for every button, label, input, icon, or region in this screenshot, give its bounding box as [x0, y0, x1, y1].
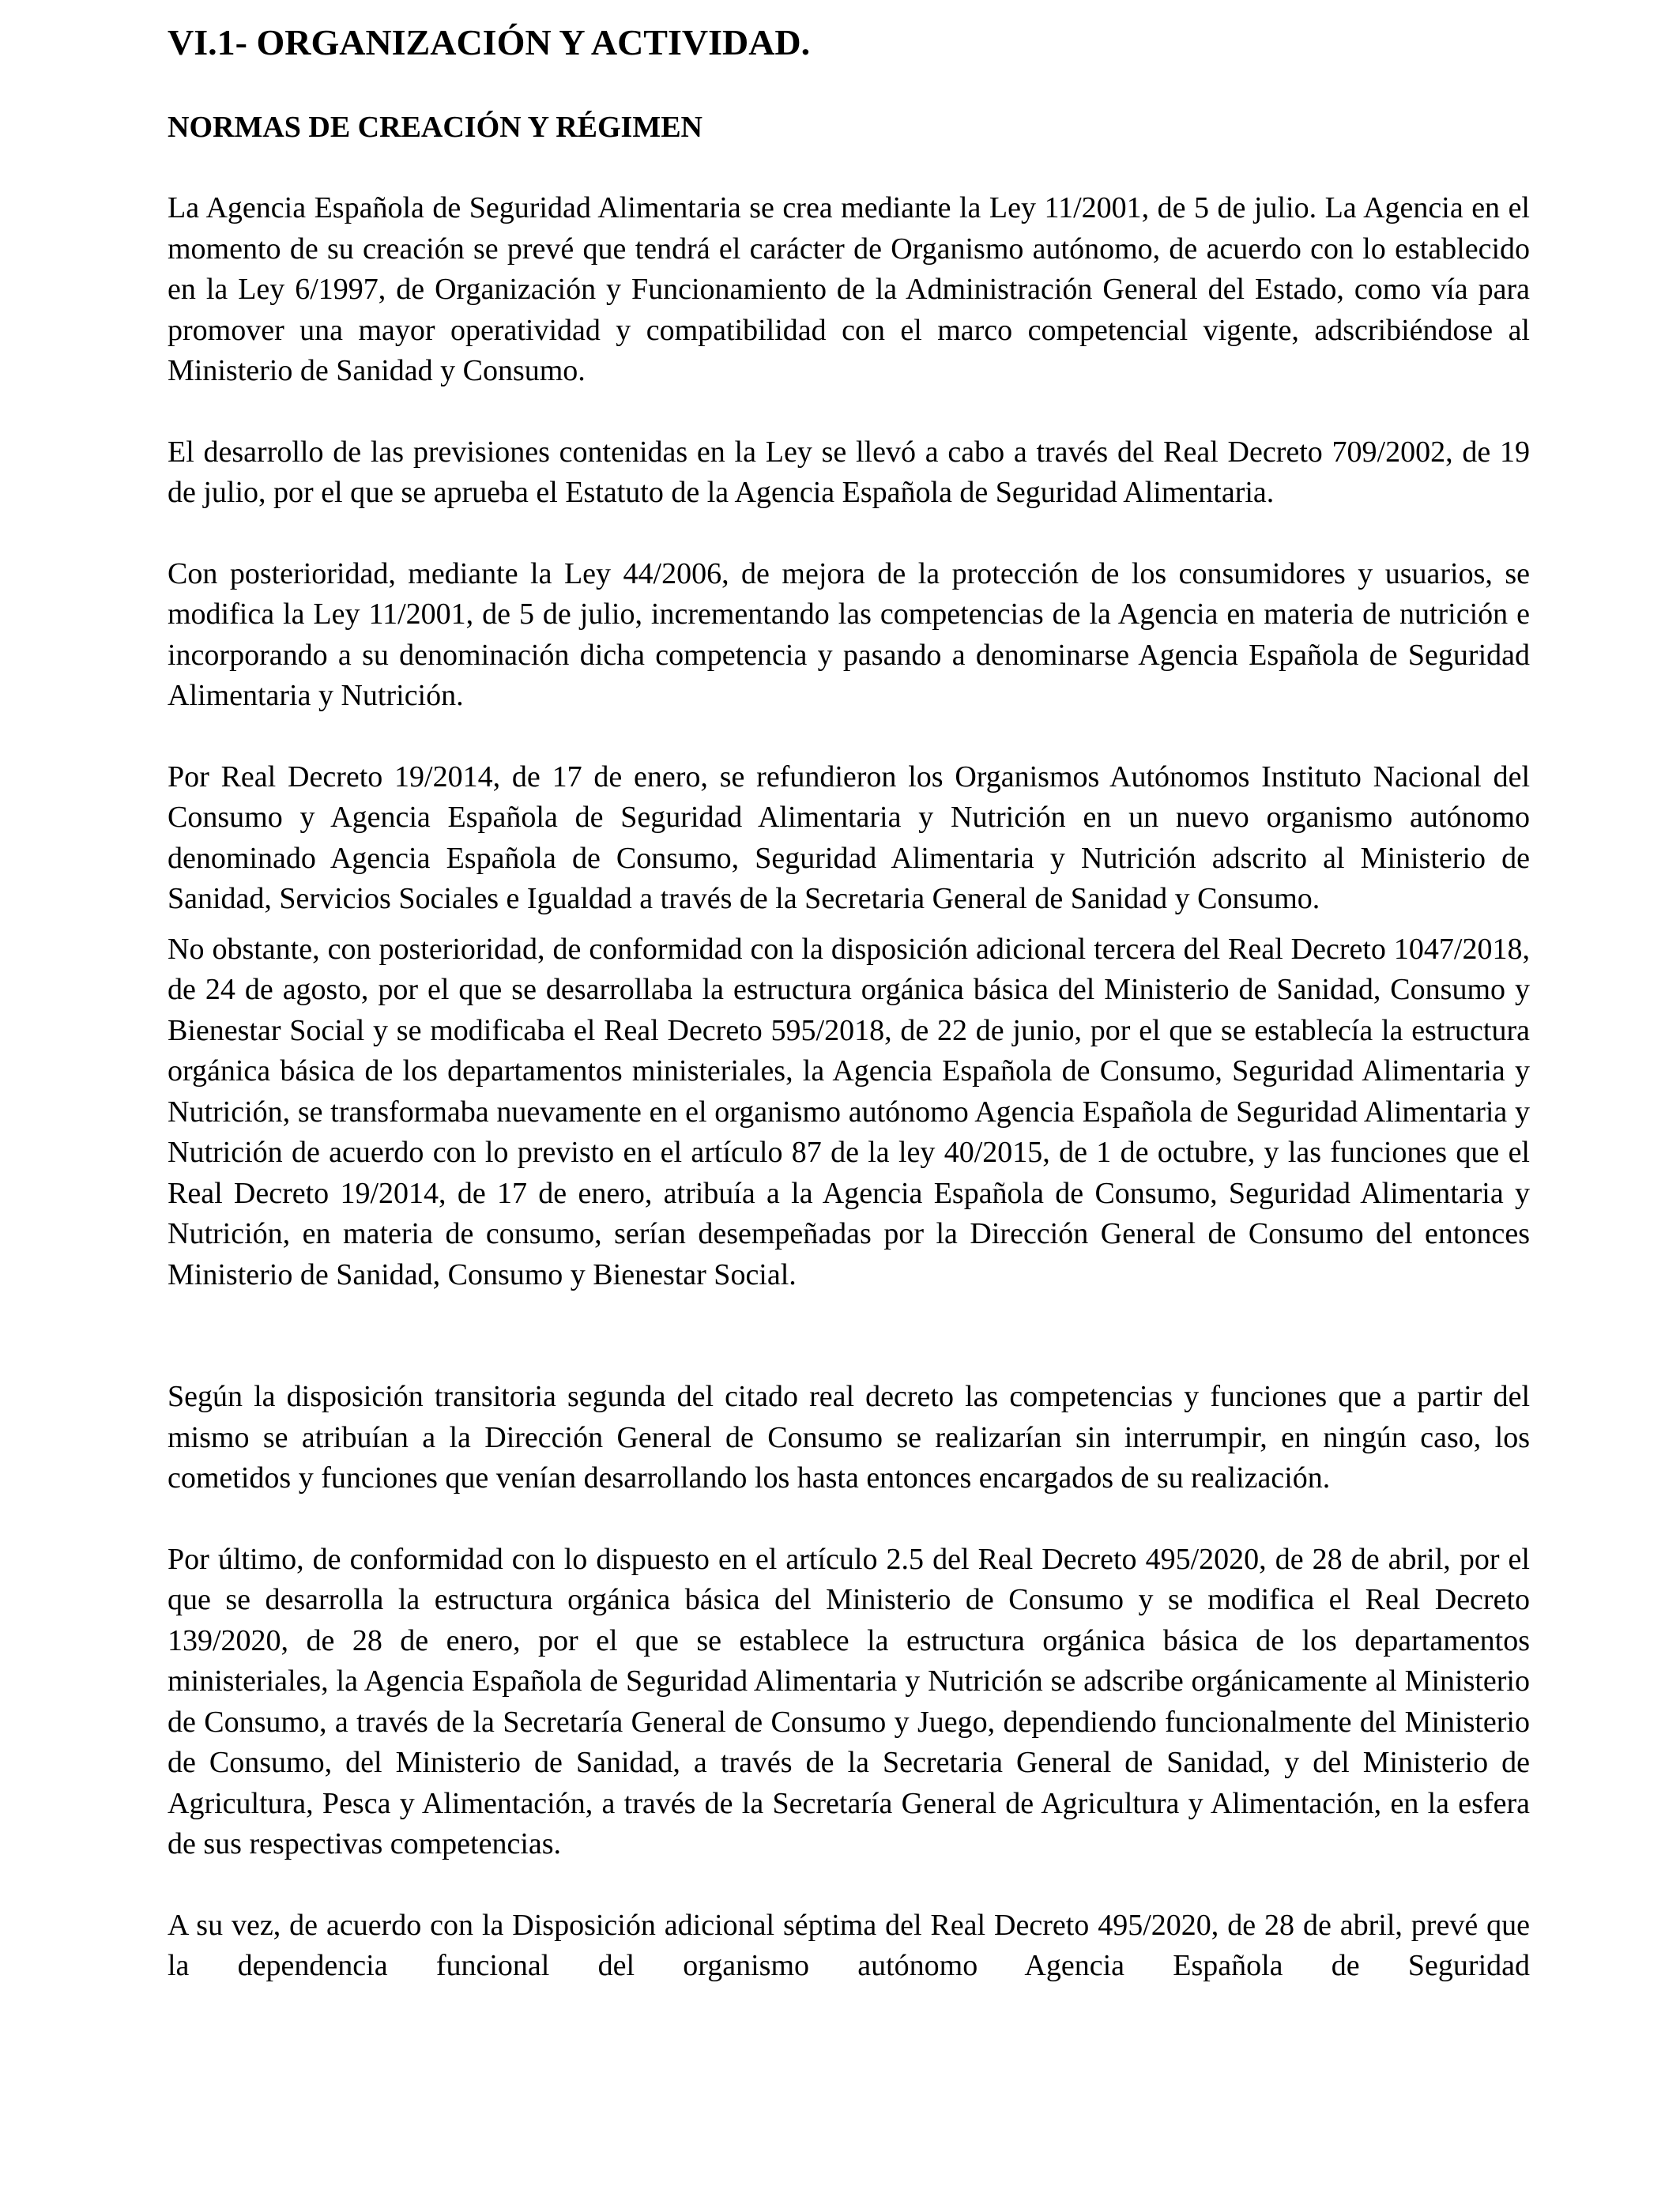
paragraph-1: La Agencia Española de Seguridad Alimentaria se crea mediante la Ley 11/2001, de 5 de julio. La Agencia en el momento de su creación se prevé que tendrá el carácter de Organismo autónomo, de acuerdo con lo establecido en la Ley 6/1997, de Organización y Funcionamiento de la Administración General del Estado, como vía para promover una mayor operatividad y compatibilidad con el marco competencial vigente, adscribiéndose al Ministerio de Sanidad y Consumo.: [168, 191, 1530, 387]
section-title: VI.1- ORGANIZACIÓN Y ACTIVIDAD.: [168, 22, 811, 62]
paragraph-5: No obstante, con posterioridad, de conformidad con la disposición adicional tercera del Real Decreto 1047/2018, de 24 de agosto, por el que se desarrollaba la estructura orgánica básica del Ministerio de Sanidad, Consumo y Bienestar Social y se modificaba el Real Decreto 595/2018, de 22 de junio, por el que se establecía la estructura orgánica básica de los departamentos ministeriales, la Agencia Española de Consumo, Seguridad Alimentaria y Nutrición, se transformaba nuevamente en el organismo autónomo Agencia Española de Seguridad Alimentaria y Nutrición de acuerdo con lo previsto en el artículo 87 de la ley 40/2015, de 1 de octubre, y las funciones que el Real Decreto 19/2014, de 17 de enero, atribuía a la Agencia Española de Consumo, Seguridad Alimentaria y Nutrición, en materia de consumo, serían desempeñadas por la Dirección General de Consumo del entonces Ministerio de Sanidad, Consumo y Bienestar Social.: [168, 932, 1530, 1291]
paragraph-4: Por Real Decreto 19/2014, de 17 de enero, se refundieron los Organismos Autónomos Instituto Nacional del Consumo y Agencia Española de Seguridad Alimentaria y Nutrición en un nuevo organismo autónomo denominado Agencia Española de Consumo, Seguridad Alimentaria y Nutrición adscrito al Ministerio de Sanidad, Servicios Sociales e Igualdad a través de la Secretaria General de Sanidad y Consumo.: [168, 760, 1530, 915]
paragraph-2: El desarrollo de las previsiones contenidas en la Ley se llevó a cabo a través del Real Decreto 709/2002, de 19 de julio, por el que se aprueba el Estatuto de la Agencia Española de Seguridad Alimentaria.: [168, 435, 1530, 509]
section-subtitle: NORMAS DE CREACIÓN Y RÉGIMEN: [168, 111, 703, 144]
paragraph-6: Según la disposición transitoria segunda del citado real decreto las competencias y funciones que a partir del mismo se atribuían a la Dirección General de Consumo se realizarían sin interrumpir, en ningún caso, los cometidos y funciones que venían desarrollando los hasta entonces encargados de su realización.: [168, 1380, 1530, 1495]
paragraph-3: Con posterioridad, mediante la Ley 44/2006, de mejora de la protección de los consumidores y usuarios, se modifica la Ley 11/2001, de 5 de julio, incrementando las competencias de la Agencia en materia de nutrición e incorporando a su denominación dicha competencia y pasando a denominarse Agencia Española de Seguridad Alimentaria y Nutrición.: [168, 556, 1530, 712]
paragraph-7: Por último, de conformidad con lo dispuesto en el artículo 2.5 del Real Decreto 495/2020, de 28 de abril, por el que se desarrolla la estructura orgánica básica del Ministerio de Consumo y se modifica el Real Decreto 139/2020, de 28 de enero, por el que se establece la estructura orgánica básica de los departamentos ministeriales, la Agencia Española de Seguridad Alimentaria y Nutrición se adscribe orgánicamente al Ministerio de Consumo, a través de la Secretaría General de Consumo y Juego, dependiendo funcionalmente del Ministerio de Consumo, del Ministerio de Sanidad, a través de la Secretaria General de Sanidad, y del Ministerio de Agricultura, Pesca y Alimentación, a través de la Secretaría General de Agricultura y Alimentación, en la esfera de sus respectivas competencias.: [168, 1542, 1530, 1860]
paragraph-8-continued: A su vez, de acuerdo con la Disposición adicional séptima del Real Decreto 495/2020, de 28 de abril, prevé que la dependencia funcional del organismo autónomo Agencia Española de Seguridad: [168, 1908, 1530, 1982]
